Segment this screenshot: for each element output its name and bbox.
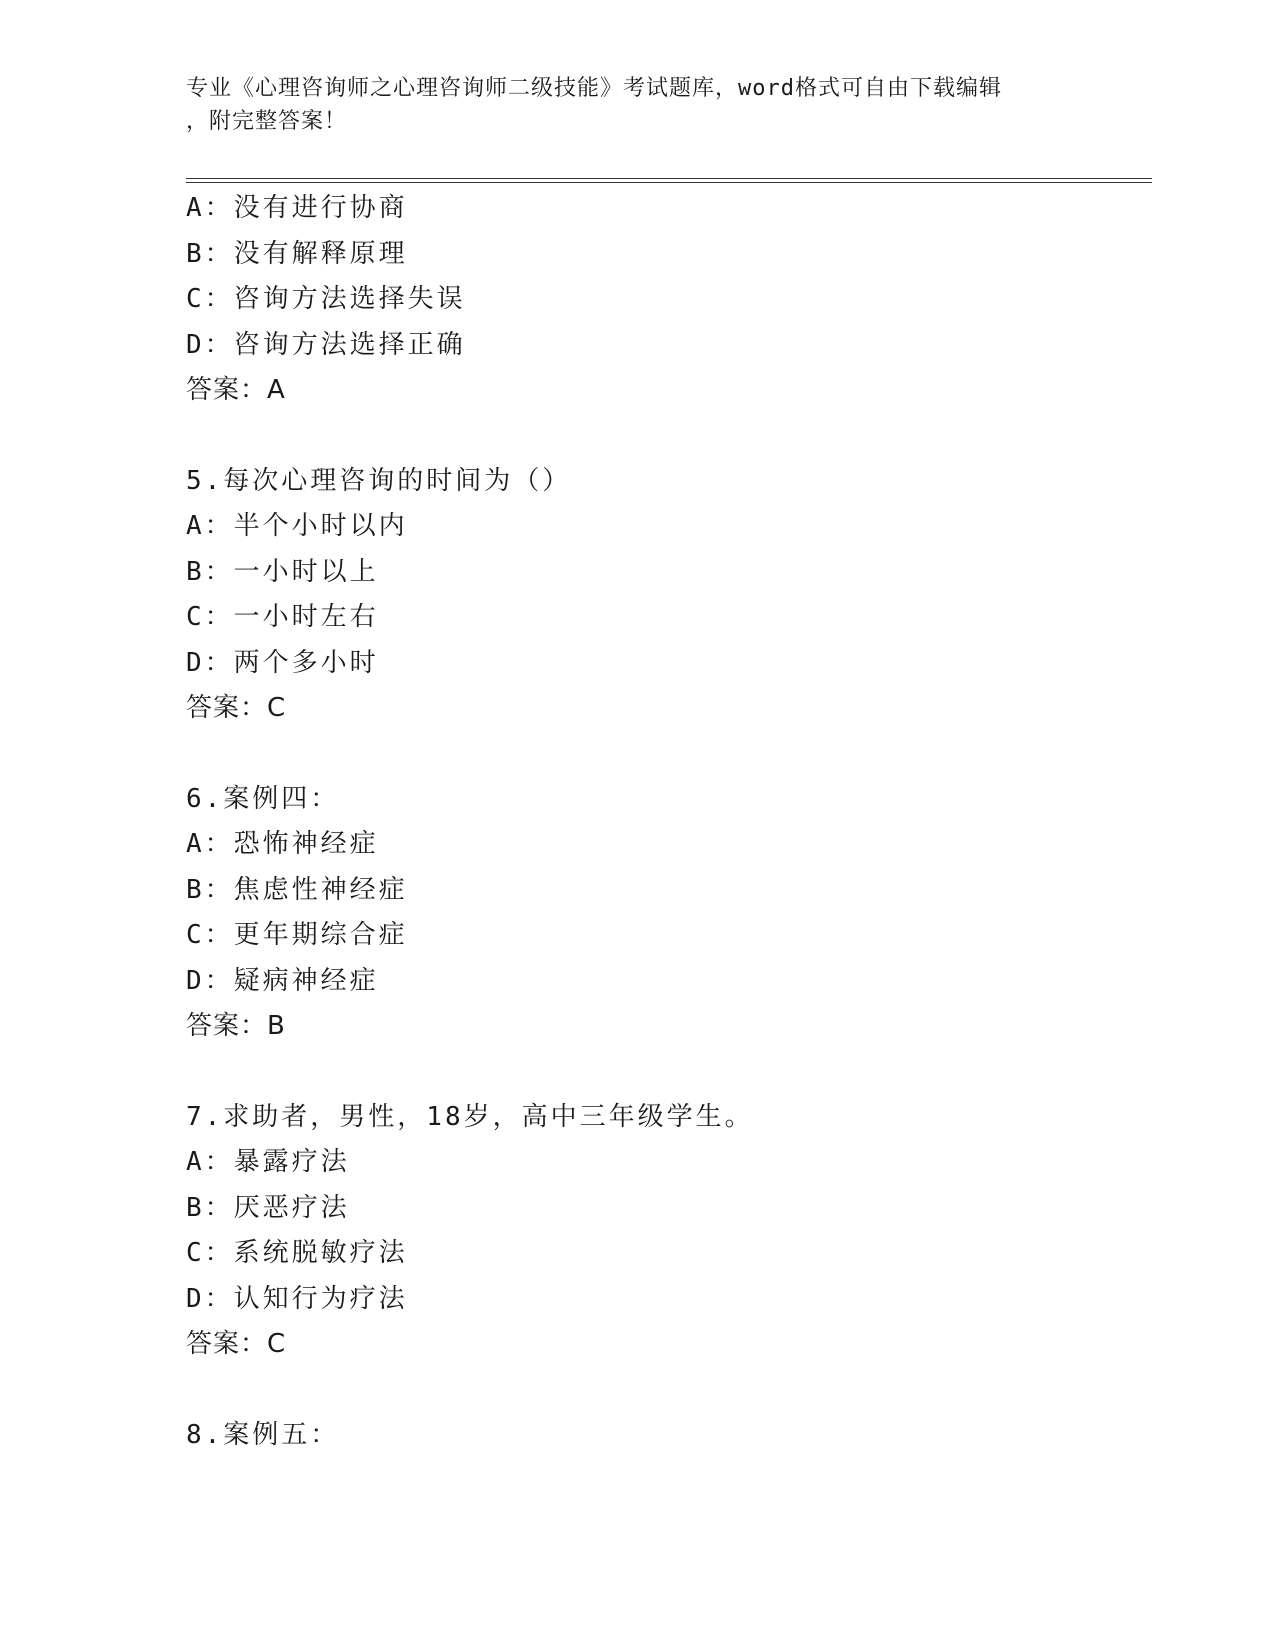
option-b: B：一小时以上 <box>186 556 379 587</box>
option-c: C：一小时左右 <box>186 602 379 632</box>
option-d: D：两个多小时 <box>186 647 379 678</box>
option-c: C：咨询方法选择失误 <box>186 284 466 314</box>
header-line-1: 专业《心理咨询师之心理咨询师二级技能》考试题库，word格式可自由下载编辑 <box>186 76 1002 101</box>
question-5 <box>186 459 1152 732</box>
question-title: 8.案例五： <box>186 1419 340 1450</box>
option-a: A：暴露疗法 <box>186 1147 350 1177</box>
question-4-tail <box>186 186 1152 414</box>
option-c: C：系统脱敏疗法 <box>186 1238 408 1268</box>
answer: 答案：B <box>186 1011 286 1041</box>
question-title: 7.求助者，男性，18岁，高中三年级学生。 <box>186 1101 754 1132</box>
option-a: A：恐怖神经症 <box>186 829 379 859</box>
header-divider-bottom <box>186 182 1152 183</box>
option-b: B：厌恶疗法 <box>186 1192 350 1223</box>
question-7 <box>186 1095 1152 1368</box>
answer: 答案：C <box>186 1329 287 1359</box>
option-d: D：咨询方法选择正确 <box>186 329 466 360</box>
question-list <box>186 186 1152 1458</box>
question-title: 5.每次心理咨询的时间为（） <box>186 465 572 496</box>
answer: 答案：C <box>186 693 287 723</box>
option-c: C：更年期综合症 <box>186 920 408 950</box>
header-line-2: ，附完整答案！ <box>186 109 348 134</box>
option-b: B：没有解释原理 <box>186 238 408 269</box>
answer: 答案：A <box>186 375 286 405</box>
question-6 <box>186 777 1152 1050</box>
option-b: B：焦虑性神经症 <box>186 874 408 905</box>
option-d: D：认知行为疗法 <box>186 1283 408 1314</box>
header-divider-top <box>186 178 1152 179</box>
option-d: D：疑病神经症 <box>186 965 379 996</box>
document-header <box>186 72 1066 138</box>
question-8 <box>186 1413 1152 1459</box>
question-title: 6.案例四： <box>186 783 340 814</box>
option-a: A：半个小时以内 <box>186 511 408 541</box>
option-a: A：没有进行协商 <box>186 193 408 223</box>
